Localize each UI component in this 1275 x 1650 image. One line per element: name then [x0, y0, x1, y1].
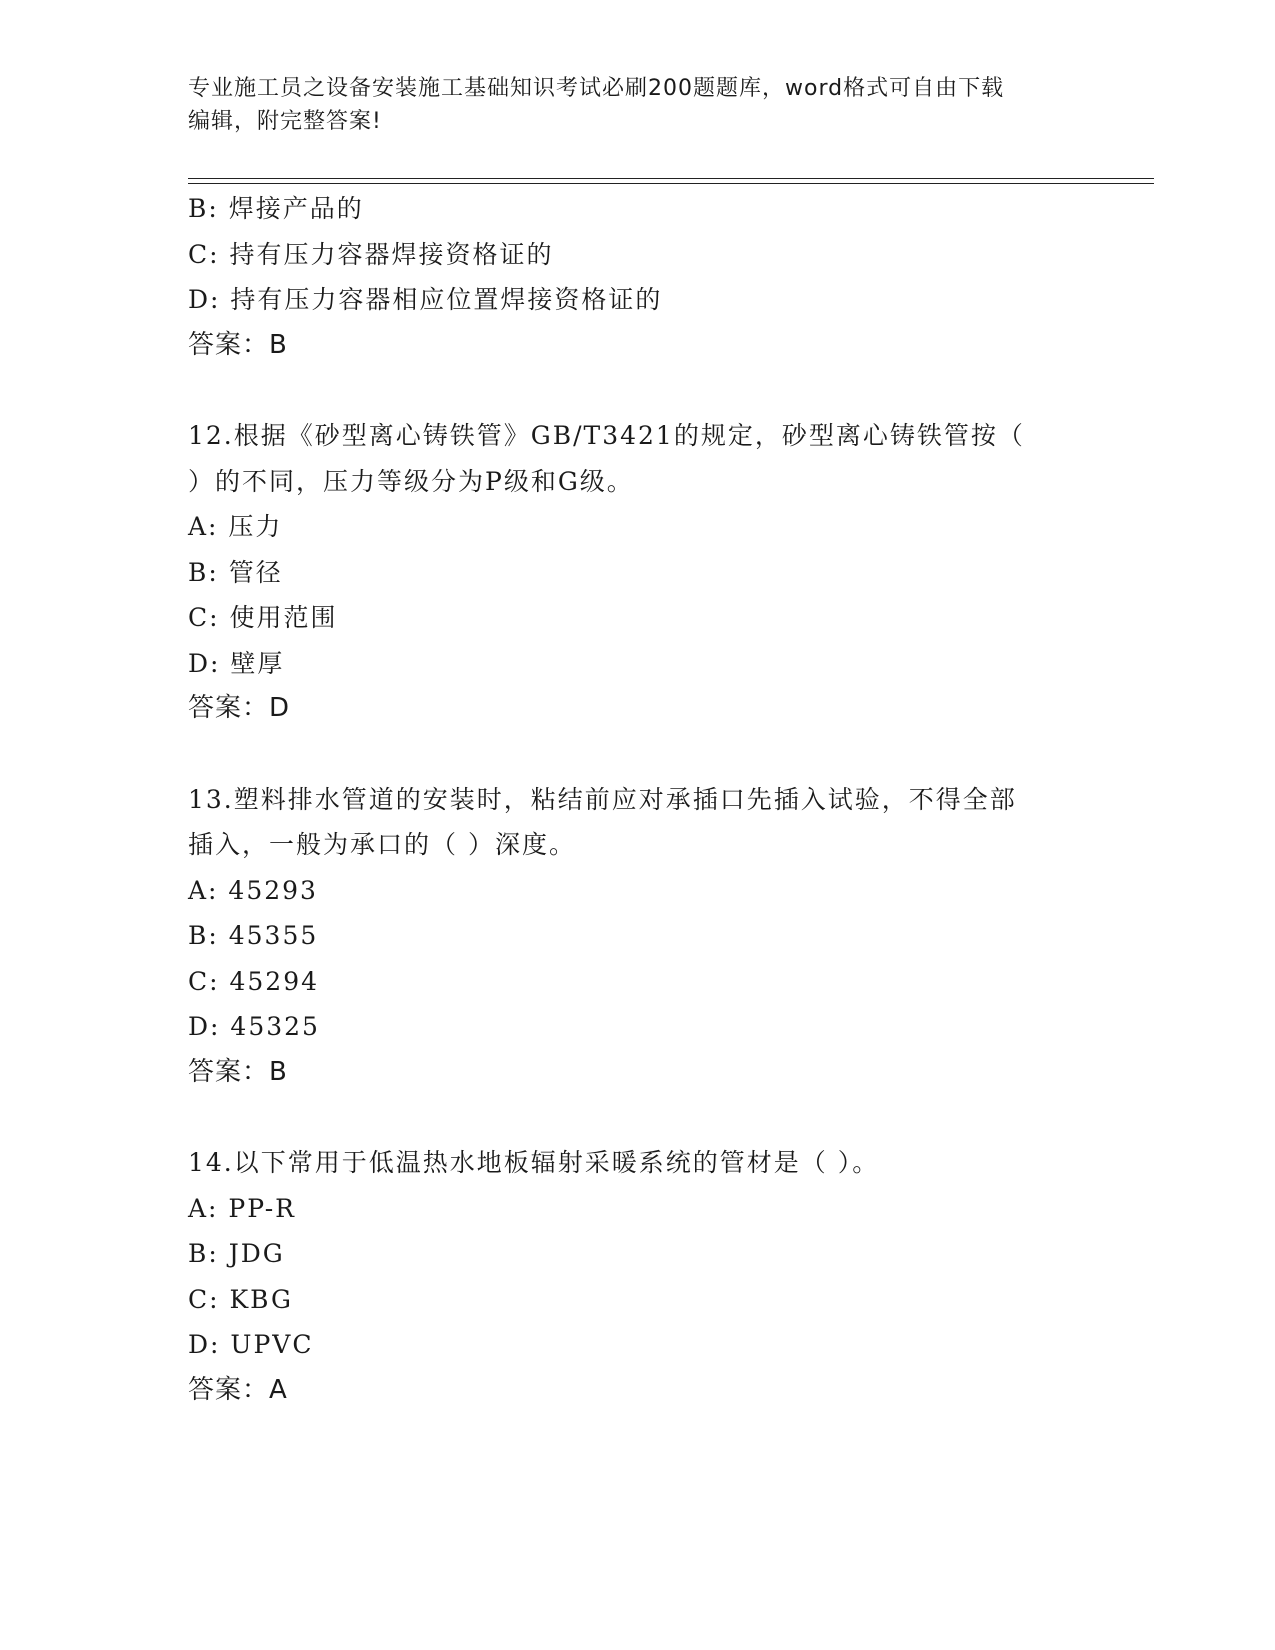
spacer [188, 732, 1148, 777]
q13-answer: 答案：B [188, 1056, 288, 1087]
question-12 [188, 413, 1148, 732]
q14-option-c: C: KBG [188, 1284, 293, 1314]
q14-option-a: A: PP-R [188, 1193, 296, 1223]
q13-stem-line-1: 13.塑料排水管道的安装时，粘结前应对承插口先插入试验，不得全部 [188, 784, 1017, 814]
q14-option-b: B: JDG [188, 1239, 285, 1268]
q11-option-c: C: 持有压力容器焊接资格证的 [188, 239, 554, 269]
header-divider-bottom [188, 183, 1154, 184]
q13-option-a: A: 45293 [188, 875, 318, 905]
spacer [188, 368, 1148, 413]
q11-option-b: B: 焊接产品的 [188, 194, 364, 223]
spacer [188, 1095, 1148, 1140]
q12-stem-line-2: ）的不同，压力等级分为P级和G级。 [188, 466, 634, 496]
header-title-line-1: 专业施工员之设备安装施工基础知识考试必刷200题题库，word格式可自由下载 [188, 76, 1005, 101]
q13-option-d: D: 45325 [188, 1012, 320, 1041]
q12-option-c: C: 使用范围 [188, 603, 338, 632]
question-list [188, 186, 1148, 1413]
q12-stem-line-1: 12.根据《砂型离心铸铁管》GB/T3421的规定，砂型离心铸铁管按（ [188, 421, 1025, 450]
q12-option-b: B: 管径 [188, 557, 283, 587]
q13-option-b: B: 45355 [188, 921, 319, 950]
q13-stem-line-2: 插入，一般为承口的（ ）深度。 [188, 830, 576, 859]
q11-option-d: D: 持有压力容器相应位置焊接资格证的 [188, 285, 663, 314]
header-divider-top [188, 178, 1154, 179]
q12-option-d: D: 壁厚 [188, 648, 285, 678]
q14-stem-line-1: 14.以下常用于低温热水地板辐射采暖系统的管材是（ ）。 [188, 1148, 880, 1177]
document-header [188, 72, 1088, 138]
q12-option-a: A: 压力 [188, 512, 283, 541]
question-13 [188, 777, 1148, 1096]
q14-answer: 答案：A [188, 1374, 288, 1405]
q11-answer: 答案：B [188, 329, 288, 360]
header-title-line-2: 编辑，附完整答案! [188, 109, 382, 134]
q12-answer: 答案：D [188, 693, 291, 723]
q14-option-d: D: UPVC [188, 1330, 314, 1359]
question-11 [188, 186, 1148, 368]
question-14 [188, 1140, 1148, 1413]
q13-option-c: C: 45294 [188, 966, 320, 996]
